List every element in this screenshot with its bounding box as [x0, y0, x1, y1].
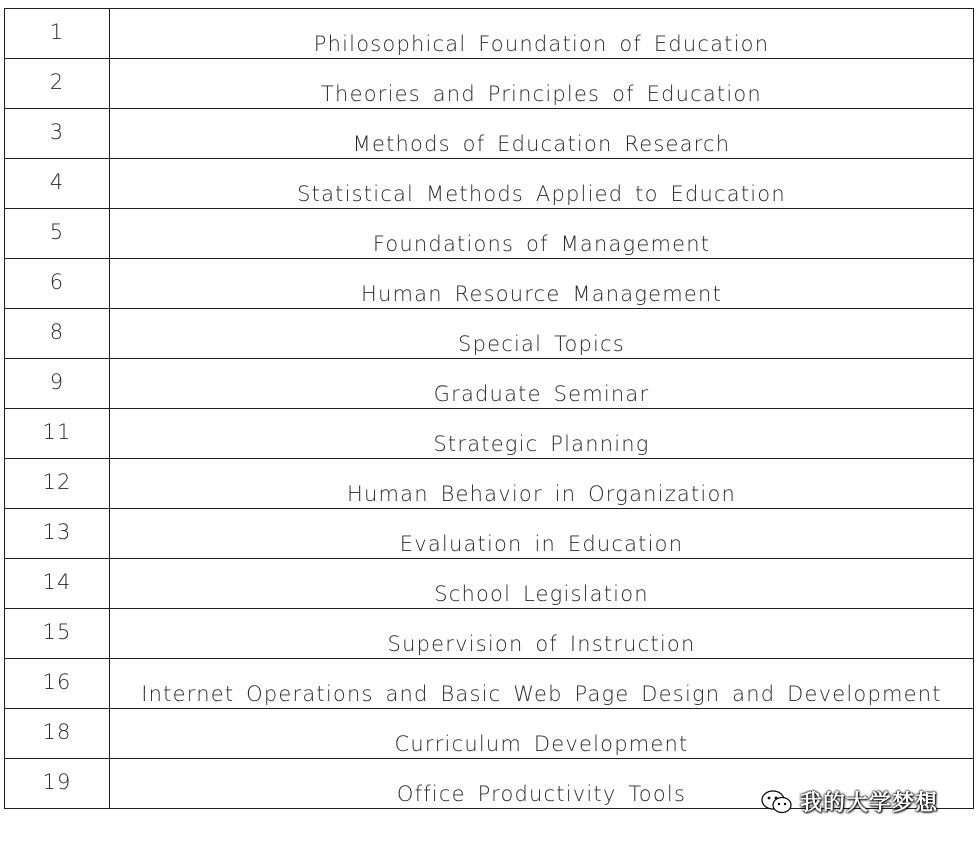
- course-title: Special Topics: [110, 309, 974, 359]
- course-title: Human Resource Management: [110, 259, 974, 309]
- watermark: [760, 786, 938, 817]
- table-row: [5, 309, 974, 359]
- table-row: [5, 9, 974, 59]
- row-number: 8: [5, 309, 110, 359]
- watermark-text: 我的大学梦想: [800, 791, 939, 816]
- table-row: [5, 509, 974, 559]
- wechat-logo-icon: [760, 789, 794, 815]
- row-number: 15: [5, 609, 110, 659]
- table-row: [5, 659, 974, 709]
- row-number: 9: [5, 359, 110, 409]
- table-row: [5, 259, 974, 309]
- table-row: [5, 209, 974, 259]
- course-title: Philosophical Foundation of Education: [110, 9, 974, 59]
- course-table-body: [5, 9, 974, 809]
- course-title: Foundations of Management: [110, 209, 974, 259]
- row-number: 3: [5, 109, 110, 159]
- row-number: 1: [5, 9, 110, 59]
- table-row: [5, 609, 974, 659]
- course-title: Theories and Principles of Education: [110, 59, 974, 109]
- table-row: [5, 709, 974, 759]
- row-number: 19: [5, 759, 110, 809]
- row-number: 2: [5, 59, 110, 109]
- course-table: [4, 8, 974, 809]
- table-row: [5, 409, 974, 459]
- table-row: [5, 359, 974, 409]
- course-title: Office Productivity Tools: [110, 759, 974, 809]
- row-number: 6: [5, 259, 110, 309]
- course-title: Methods of Education Research: [110, 109, 974, 159]
- table-row: [5, 459, 974, 509]
- row-number: 12: [5, 459, 110, 509]
- course-title: Human Behavior in Organization: [110, 459, 974, 509]
- course-title: Strategic Planning: [110, 409, 974, 459]
- row-number: 13: [5, 509, 110, 559]
- table-row: [5, 159, 974, 209]
- table-row: [5, 109, 974, 159]
- course-title: Graduate Seminar: [110, 359, 974, 409]
- course-title: Evaluation in Education: [110, 509, 974, 559]
- course-title: Curriculum Development: [110, 709, 974, 759]
- row-number: 14: [5, 559, 110, 609]
- row-number: 11: [5, 409, 110, 459]
- table-row: [5, 559, 974, 609]
- row-number: 16: [5, 659, 110, 709]
- row-number: 18: [5, 709, 110, 759]
- course-title: Supervision of Instruction: [110, 609, 974, 659]
- row-number: 5: [5, 209, 110, 259]
- table-row: [5, 59, 974, 109]
- course-title: Internet Operations and Basic Web Page Design and Development: [110, 659, 974, 709]
- course-title: Statistical Methods Applied to Education: [110, 159, 974, 209]
- course-title: School Legislation: [110, 559, 974, 609]
- row-number: 4: [5, 159, 110, 209]
